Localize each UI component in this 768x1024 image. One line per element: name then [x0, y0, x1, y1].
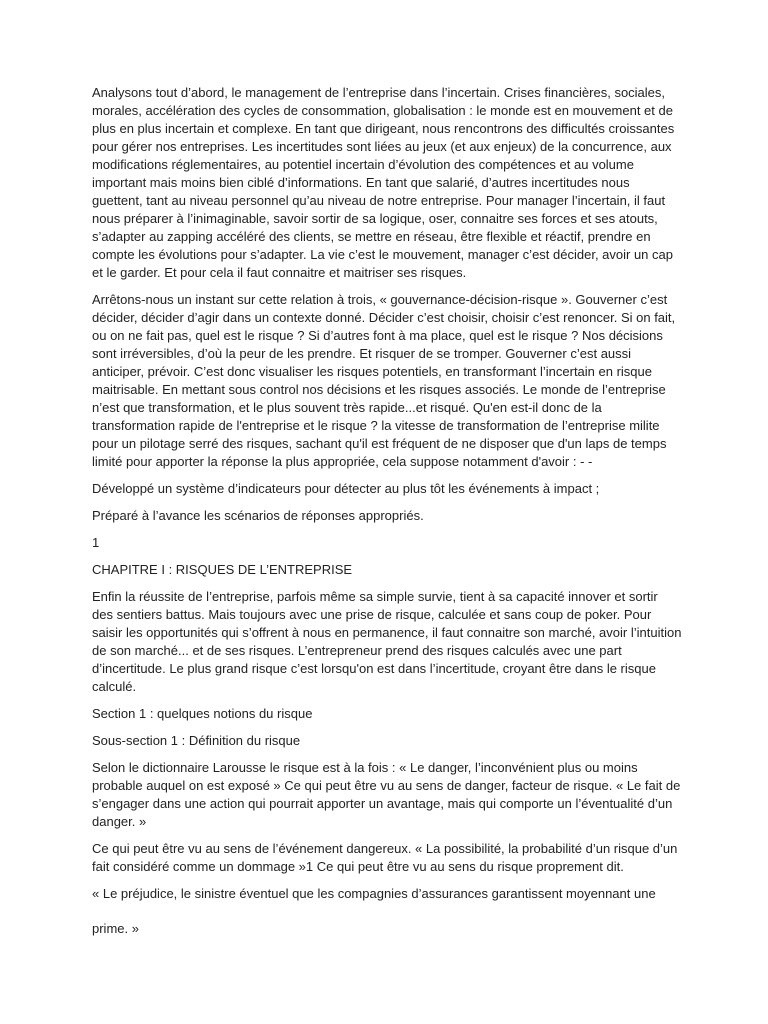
subsection-heading: Sous-section 1 : Définition du risque	[92, 733, 301, 748]
paragraph-evenement-dangereux: Ce qui peut être vu au sens de l’événement dangereux. « La possibilité, la probabilité d’un risque d’un fait considéré comme un dommage »1 Ce qui peut être vu au sens du risque proprement dit.	[92, 841, 678, 874]
page-number: 1	[92, 535, 100, 550]
paragraph-indicateurs: Développé un système d’indicateurs pour détecter au plus tôt les événements à impact ;	[92, 481, 600, 496]
paragraph-reussite-entreprise: Enfin la réussite de l’entreprise, parfois même sa simple survie, tient à sa capacité innover et sortir des sentiers battus. Mais toujours avec une prise de risque, calculée et sans coup de poker. Pour saisir les opportunités qui s’offrent à nous en permanence, il faut connaitre son marché, avoir l’intuition de son marché... et de ses risques. L’entrepreneur prend des risques calculés avec une part d’incertitude. Le plus grand risque c’est lorsqu'on est dans l’incertitude, croyant être dans le risque calculé.	[92, 589, 682, 694]
paragraph-scenarios: Préparé à l’avance les scénarios de réponses appropriés.	[92, 508, 424, 523]
chapter-heading: CHAPITRE I : RISQUES DE L’ENTREPRISE	[92, 562, 353, 577]
paragraph-prejudice: « Le préjudice, le sinistre éventuel que les compagnies d’assurances garantissent moyennant une	[92, 886, 656, 901]
paragraph-gouvernance-decision-risque: Arrêtons-nous un instant sur cette relation à trois, « gouvernance-décision-risque ». Gouverner c’est décider, décider d’agir dans un contexte donné. Décider c’est choisir, choisir c’est renoncer. Si on fait, ou on ne fait pas, quel est le risque ? Si d’autres font à ma place, quel est le risque ? Nos décisions sont irréversibles, d’où la peur de les prendre. Et risquer de se tromper. Gouverner c’est aussi anticiper, prévoir. C’est donc visualiser les risques potentiels, en transformant l’incertain en risque maitrisable. En mettant sous control nos décisions et les risques associés. Le monde de l’entreprise n’est que transformation, et le plus souvent très rapide...et risqué. Qu'en est-il donc de la transformation rapide de l'entreprise et le risque ? la vitesse de transformation de l’entreprise milite pour un pilotage serré des risques, sachant qu'il est fréquent de ne disposer que d'un laps de temps limité pour apporter la réponse la plus appropriée, cela suppose notamment d'avoir : - -	[92, 292, 676, 469]
paragraph-management-incertain: Analysons tout d’abord, le management de l’entreprise dans l’incertain. Crises financières, sociales, morales, accélération des cycles de consommation, globalisation : le monde est en mouvement et de plus en plus incertain et complexe. En tant que dirigeant, nous rencontrons des difficultés croissantes pour gérer nos entreprises. Les incertitudes sont liées au jeux (et aux enjeux) de la concurrence, aux modifications réglementaires, au potentiel incertain d’évolution des compétences et au volume important mais moins bien ciblé d’informations. En tant que salarié, d’autres incertitudes nous guettent, tant au niveau personnel qu’au niveau de notre entreprise. Pour manager l’incertain, il faut nous préparer à l’inimaginable, savoir sortir de sa logique, oser, connaitre ses forces et ses atouts, s’adapter au zapping accéléré des clients, se mettre en réseau, être flexible et réactif, prendre en compte les évolutions pour s’adapter. La vie c’est le mouvement, manager c’est décider, avoir un cap et le garder. Et pour cela il faut connaitre et maitriser ses risques.	[92, 85, 675, 280]
section-heading: Section 1 : quelques notions du risque	[92, 706, 313, 721]
paragraph-prime: prime. »	[92, 921, 139, 936]
document-page	[92, 84, 682, 947]
paragraph-larousse-definition: Selon le dictionnaire Larousse le risque est à la fois : « Le danger, l’inconvénient plus ou moins probable auquel on est exposé » Ce qui peut être vu au sens de danger, facteur de risque. « Le fait de s’engager dans une action qui pourrait apporter un avantage, mais qui comporte un l’éventualité d’un danger. »	[92, 760, 681, 829]
